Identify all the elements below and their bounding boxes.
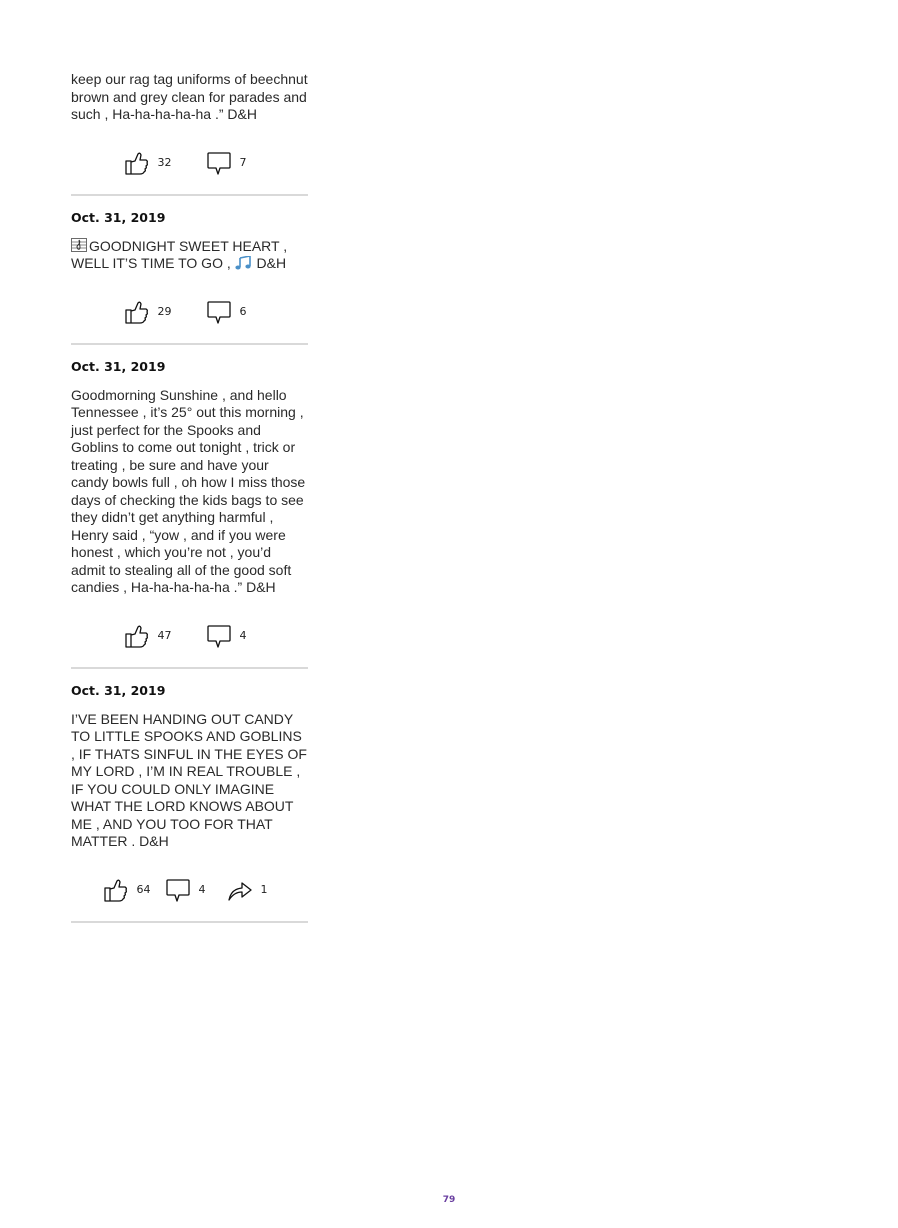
comment-bubble-icon — [206, 623, 232, 649]
thumbs-up-icon — [103, 877, 129, 903]
post — [71, 345, 308, 669]
post-text — [71, 238, 308, 273]
comment-count: 6 — [239, 305, 247, 318]
reactions-bar — [71, 875, 308, 905]
comment-reaction[interactable] — [206, 299, 256, 325]
post-continued — [71, 71, 312, 196]
post — [71, 669, 311, 923]
reactions-bar — [71, 621, 308, 651]
share-reaction[interactable] — [227, 877, 277, 903]
post-divider — [71, 921, 308, 923]
like-reaction[interactable] — [103, 877, 153, 903]
reactions-bar — [71, 148, 308, 178]
post-text: I’VE BEEN HANDING OUT CANDY TO LITTLE SPOOKS AND GOBLINS , IF THATS SINFUL IN THE EYES OF MY LORD , I’M IN REAL TROUBLE , IF YOU COULD ONLY IMAGINE WHAT THE LORD KNOWS ABOUT ME , AND YOU TOO FOR THAT MATTER . D&H — [71, 710, 311, 849]
like-reaction[interactable] — [124, 299, 174, 325]
like-reaction[interactable] — [124, 623, 174, 649]
share-arrow-icon — [227, 877, 253, 903]
thumbs-up-icon — [124, 623, 150, 649]
post-date: Oct. 31, 2019 — [71, 682, 166, 698]
share-count: 1 — [260, 883, 268, 896]
like-count: 29 — [157, 305, 172, 318]
comment-bubble-icon — [206, 299, 232, 325]
post-date: Oct. 31, 2019 — [71, 209, 166, 225]
comment-count: 4 — [239, 629, 247, 642]
like-count: 64 — [136, 883, 151, 896]
comment-bubble-icon — [206, 150, 232, 176]
post-text: Goodmorning Sunshine , and hello Tennessee , it’s 25° out this morning , just perfect for the Spooks and Goblins to come out tonight , trick or treating , be sure and have your candy bowls full , oh how I miss those days of checking the kids bags to see they didn’t get anything harmful , Henry said , “yow , and if you were honest , which you’re not , you’d admit to stealing all of the good soft candies , Ha-ha-ha-ha-ha .” D&H — [71, 386, 310, 595]
comment-reaction[interactable] — [206, 150, 256, 176]
post-text-signature: D&H — [256, 255, 287, 271]
thumbs-up-icon — [124, 150, 150, 176]
musical-notes-icon — [235, 256, 251, 270]
comment-reaction[interactable] — [206, 623, 256, 649]
post-date: Oct. 31, 2019 — [71, 358, 166, 374]
musical-score-icon — [71, 238, 87, 252]
like-count: 47 — [157, 629, 172, 642]
page-number: 79 — [442, 1195, 456, 1205]
post-column — [71, 71, 312, 923]
post-text-part: GOODNIGHT SWEET HEART , WELL IT’S TIME TO GO , — [71, 237, 291, 271]
comment-count: 4 — [198, 883, 206, 896]
comment-reaction[interactable] — [165, 877, 215, 903]
post-text: keep our rag tag uniforms of beechnut brown and grey clean for parades and such , Ha-ha-ha-ha-ha .” D&H — [71, 71, 312, 122]
like-count: 32 — [157, 156, 172, 169]
reactions-bar — [71, 297, 308, 327]
comment-bubble-icon — [165, 877, 191, 903]
thumbs-up-icon — [124, 299, 150, 325]
comment-count: 7 — [239, 156, 247, 169]
post — [71, 196, 308, 345]
like-reaction[interactable] — [124, 150, 174, 176]
